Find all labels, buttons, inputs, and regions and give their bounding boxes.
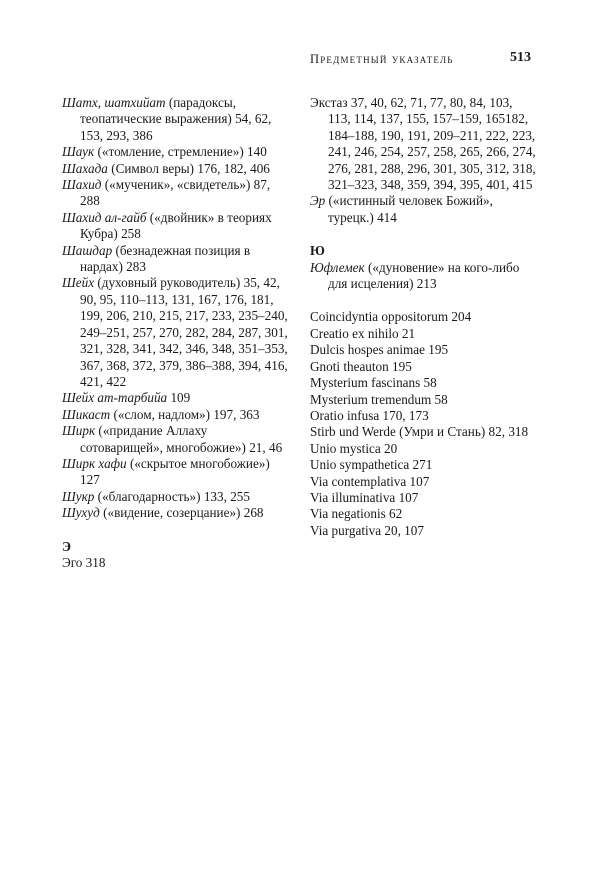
latin-entries-list xyxy=(310,309,538,539)
section-letter: Э xyxy=(62,538,71,554)
index-entry xyxy=(310,95,538,193)
index-refs: («томление, стремление») 140 xyxy=(94,144,267,160)
latin-index-entry: Unio mystica 20 xyxy=(310,440,398,456)
page-number: 513 xyxy=(510,50,531,65)
index-entry xyxy=(62,423,290,456)
index-refs: («благодарность») 133, 255 xyxy=(94,488,250,504)
latin-index-entry: Gnoti theauton 195 xyxy=(310,358,412,374)
latin-index-entry: Mysterium fascinans 58 xyxy=(310,375,437,391)
running-head: Предметный указатель xyxy=(310,52,454,66)
index-entry xyxy=(62,243,290,276)
index-refs: («скрытое многобожие») 127 xyxy=(80,455,270,488)
latin-index-entry: Creatio ex nihilo 21 xyxy=(310,325,416,341)
right-section-entries xyxy=(310,260,538,293)
latin-index-entry: Oratio infusa 170, 173 xyxy=(310,407,429,423)
index-entry xyxy=(62,390,290,406)
index-term: Шикаст xyxy=(62,406,111,422)
section-letter: Ю xyxy=(310,243,325,259)
index-entry xyxy=(62,505,290,521)
index-entry xyxy=(310,193,538,226)
index-refs: (безнадежная позиция в нардах) 283 xyxy=(80,242,251,275)
index-refs: («истинный человек Божий», турецк.) 414 xyxy=(325,193,493,225)
index-term: Шахид xyxy=(62,177,102,193)
index-refs: 109 xyxy=(167,390,191,406)
latin-index-entry: Mysterium tremendum 58 xyxy=(310,391,448,407)
index-term: Шахид ал-гайб xyxy=(62,209,147,225)
index-term: Шухуд xyxy=(62,505,100,521)
latin-index-entry: Via illuminativa 107 xyxy=(310,489,419,505)
latin-index-entry: Stirb und Werde (Умри и Стань) 82, 318 xyxy=(310,424,529,440)
latin-index-entry: Coincidyntia oppositorum 204 xyxy=(310,309,472,325)
index-refs: (духовный руководитель) 35, 42, 90, 95, 110–113, 131, 167, 176, 181, 199, 206, 210, 215, 217, 233, 235–240, 249–251, 257, 270, 282, 284, 287, 301, 321, 328, 341, 342, 346, 348, 351–353, 367, 368, 372, 379, 386–388, 394, 416, 421, 422 xyxy=(80,275,288,389)
index-term: Шашдар xyxy=(62,242,113,258)
left-column xyxy=(62,95,290,571)
index-refs: Экстаз 37, 40, 62, 71, 77, 80, 84, 103, 113, 114, 137, 155, 157–159, 165182, 184–188, 190, 191, 209–211, 222, 223, 241, 246, 254, 257, 258, 265, 266, 274, 276, 281, 288, 296, 301, 305, 312, 318, 321–323, 348, 359, 394, 395, 401, 415 xyxy=(310,95,536,193)
right-column xyxy=(310,95,538,539)
left-entries-list xyxy=(62,95,290,522)
index-refs: (Символ веры) 176, 182, 406 xyxy=(107,160,270,176)
latin-index-entry: Via negationis 62 xyxy=(310,506,403,522)
index-term: Юфлемек xyxy=(310,259,365,275)
index-term: Шаук xyxy=(62,144,95,160)
index-refs: («двойник» в теориях Кубра) 258 xyxy=(80,209,272,242)
index-term: Ширк хафи xyxy=(62,455,127,471)
index-term: Шейх xyxy=(62,275,95,291)
index-entry xyxy=(62,275,290,390)
left-section-entries xyxy=(62,555,290,571)
index-entry xyxy=(62,95,290,144)
index-term: Эр xyxy=(310,193,326,209)
index-refs: («дуновение» на кого-либо для исцеления) 213 xyxy=(328,259,520,292)
index-term: Ширк xyxy=(62,423,96,439)
index-refs: (парадоксы, теопатические выражения) 54, 62, 153, 293, 386 xyxy=(80,95,272,143)
index-refs: («видение, созерцание») 268 xyxy=(99,505,264,521)
latin-index-entry: Via purgativa 20, 107 xyxy=(310,522,424,538)
latin-index-entry: Via contemplativa 107 xyxy=(310,473,430,489)
latin-index-entry: Unio sympathetica 271 xyxy=(310,457,433,473)
index-refs: («мученик», «свидетель») 87, 288 xyxy=(80,177,271,209)
index-term: Шатх, шатхийат xyxy=(62,95,166,110)
index-term: Шахада xyxy=(62,160,108,176)
index-term: Шейх ат-тарбийа xyxy=(62,390,168,406)
index-term: Шукр xyxy=(62,488,95,504)
index-entry xyxy=(62,144,290,160)
latin-index-entry: Dulcis hospes animae 195 xyxy=(310,342,449,358)
index-entry xyxy=(62,489,290,505)
right-entries-list xyxy=(310,95,538,226)
index-refs: Эго 318 xyxy=(62,554,106,570)
index-entry xyxy=(62,161,290,177)
index-entry xyxy=(62,456,290,489)
index-refs: («слом, надлом») 197, 363 xyxy=(110,406,260,422)
index-refs: («придание Аллаху сотоварищей», многобожие») 21, 46 xyxy=(80,423,283,455)
index-entry xyxy=(62,407,290,423)
index-entry xyxy=(62,555,290,571)
index-entry xyxy=(62,177,290,210)
index-entry xyxy=(62,210,290,243)
index-entry xyxy=(310,260,538,293)
